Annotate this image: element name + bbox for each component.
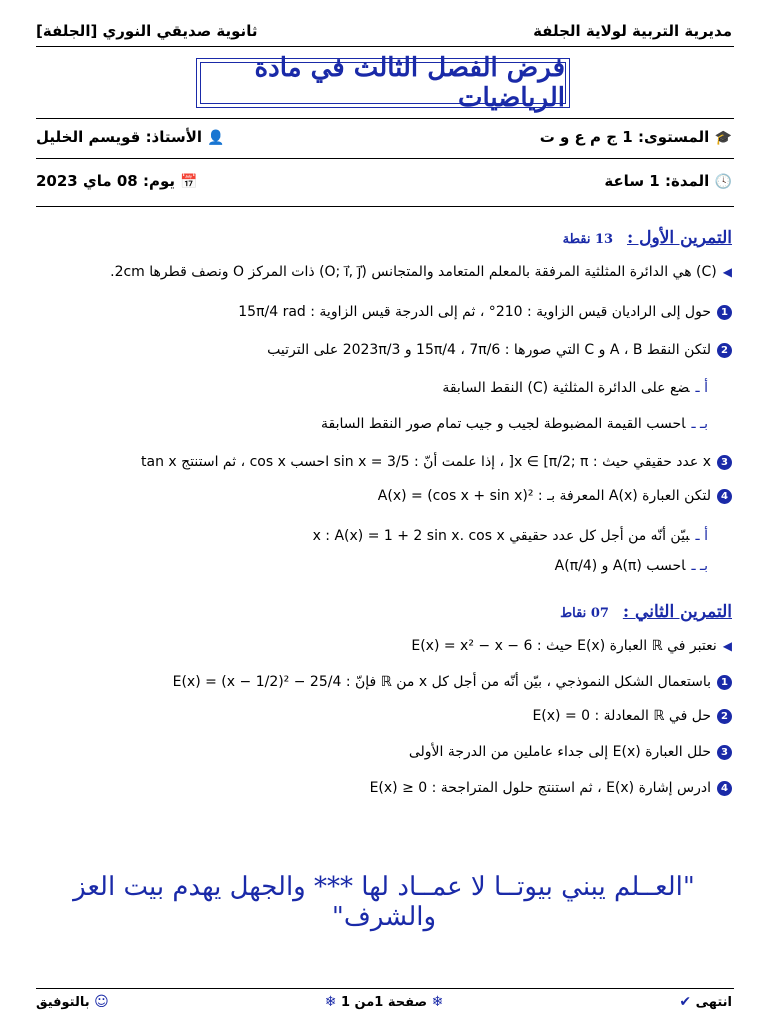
exercise1-intro: ◀(C) هي الدائرة المثلثية المرفقة بالمعلم المتعامد والمتجانس (O; i⃗, j⃗) ذات المركز O ونصف قطرها 2cm. (110, 264, 732, 280)
exam-title: فرض الفصل الثالث في مادة الرياضيات (200, 62, 566, 104)
exercise2-q1: 1باستعمال الشكل النموذجي ، بيّن أنّه من أجل كل x من ℝ فإنّ : E(x) = (x − 1/2)² − 25/4 (36, 672, 732, 692)
date-label: يوم: (142, 172, 176, 190)
exercise2-q2: 2حل في ℝ المعادلة : E(x) = 0 (36, 706, 732, 726)
date-row (36, 172, 198, 190)
letter-a-marker: أ ـ (695, 380, 708, 396)
exercise1-q1: 1حول إلى الراديان قيس الزاوية : 210° ، ثم إلى الدرجة قيس الزاوية : 15π/4 rad (36, 302, 732, 322)
exercise2-heading (560, 602, 732, 622)
exercise1-q2a: أ ـضع على الدائرة المثلثية (C) النقط السابقة (442, 380, 708, 396)
exercise2-points: 07 نقاط (560, 606, 609, 621)
school-name: ثانوية صديقي النوري [الجلفة] (36, 22, 258, 40)
clock-icon: 🕓 (714, 174, 732, 190)
meta-divider-1 (36, 158, 734, 159)
graduation-cap-icon: 🎓 (714, 130, 732, 146)
letter-b-marker: بـ ـ (691, 416, 708, 432)
letter-a-marker: أ ـ (695, 528, 708, 544)
triangle-bullet-icon: ◀ (722, 639, 732, 653)
duration-value: 1 ساعة (604, 172, 660, 190)
exercise2-q3: 3حلل العبارة E(x) إلى جداء عاملين من الدرجة الأولى (36, 742, 732, 762)
meta-divider-2 (36, 206, 734, 207)
number-2-icon: 2 (717, 343, 732, 358)
duration-label: المدة: (664, 172, 710, 190)
title-divider (36, 118, 734, 119)
number-4-icon: 4 (717, 781, 732, 796)
level-label: المستوى: (637, 128, 710, 146)
exercise1-q2b: بـ ـاحسب القيمة المضبوطة لجيب و جيب تمام صور النقط السابقة (321, 416, 708, 432)
header-divider (36, 46, 734, 47)
footer-good-luck: ☺ بالتوفيق (36, 994, 109, 1010)
smiley-icon: ☺ (94, 994, 109, 1010)
exercise1-q4: 4لتكن العبارة A(x) المعرفة بـ : A(x) = (cos x + sin x)² (36, 486, 732, 506)
calendar-icon: 📅 (180, 174, 198, 190)
person-icon: 👤 (207, 130, 225, 146)
footer-page: ❄ صفحة 1من 1 ❄ (324, 994, 444, 1010)
duration-row (604, 172, 732, 190)
teacher-label: الأستاذ: (145, 128, 203, 146)
number-1-icon: 1 (717, 305, 732, 320)
directorate-name: مديرية التربية لولاية الجلفة (533, 22, 732, 40)
exercise2-q4: 4ادرس إشارة E(x) ، ثم استنتج حلول المتراجحة : E(x) ≥ 0 (36, 778, 732, 798)
exercise1-heading (563, 228, 732, 248)
teacher-row (36, 128, 225, 146)
exercise1-title: التمرين الأول : (626, 228, 732, 248)
exercise1-q3: 3x عدد حقيقي حيث : x ∈ [π/2; π[ ، إذا علمت أنّ : sin x = 3/5 احسب cos x ، ثم استنتج tan x (36, 452, 732, 472)
number-1-icon: 1 (717, 675, 732, 690)
date-value: 08 ماي 2023 (36, 172, 138, 190)
exercise1-q4a: أ ـبيّن أنّه من أجل كل عدد حقيقي x : A(x) = 1 + 2 sin x. cos x (312, 528, 708, 544)
footer-divider (36, 988, 734, 989)
letter-b-marker: بـ ـ (691, 558, 708, 574)
title-frame (196, 53, 570, 113)
exercise1-points: 13 نقطة (562, 232, 614, 247)
exercise1-q2: 2لتكن النقط A ، B و C التي صورها : 15π/4 ، 7π/6 و 2023π/3 على الترتيب (36, 340, 732, 360)
footer-end: انتهى ✔ (679, 994, 732, 1010)
snowflake-icon: ❄ (431, 994, 444, 1010)
closing-quote: "العــلم يبني بيوتــا لا عمــاد لها *** والجهل يهدم بيت العز والشرف" (73, 872, 695, 932)
number-4-icon: 4 (717, 489, 732, 504)
check-circle-icon: ✔ (679, 994, 692, 1010)
triangle-bullet-icon: ◀ (722, 265, 732, 279)
exercise1-q4b: بـ ـاحسب A(π) و A(π/4) (554, 558, 708, 574)
number-3-icon: 3 (717, 745, 732, 760)
teacher-value: قويسم الخليل (36, 128, 141, 146)
level-value: 1 ج م ع و ت (539, 128, 633, 146)
level-row (540, 128, 732, 146)
number-3-icon: 3 (717, 455, 732, 470)
exercise2-intro: ◀نعتبر في ℝ العبارة E(x) حيث : E(x) = x² − x − 6 (411, 638, 732, 654)
exercise2-title: التمرين الثاني : (622, 602, 732, 622)
snowflake-icon: ❄ (324, 994, 337, 1010)
number-2-icon: 2 (717, 709, 732, 724)
